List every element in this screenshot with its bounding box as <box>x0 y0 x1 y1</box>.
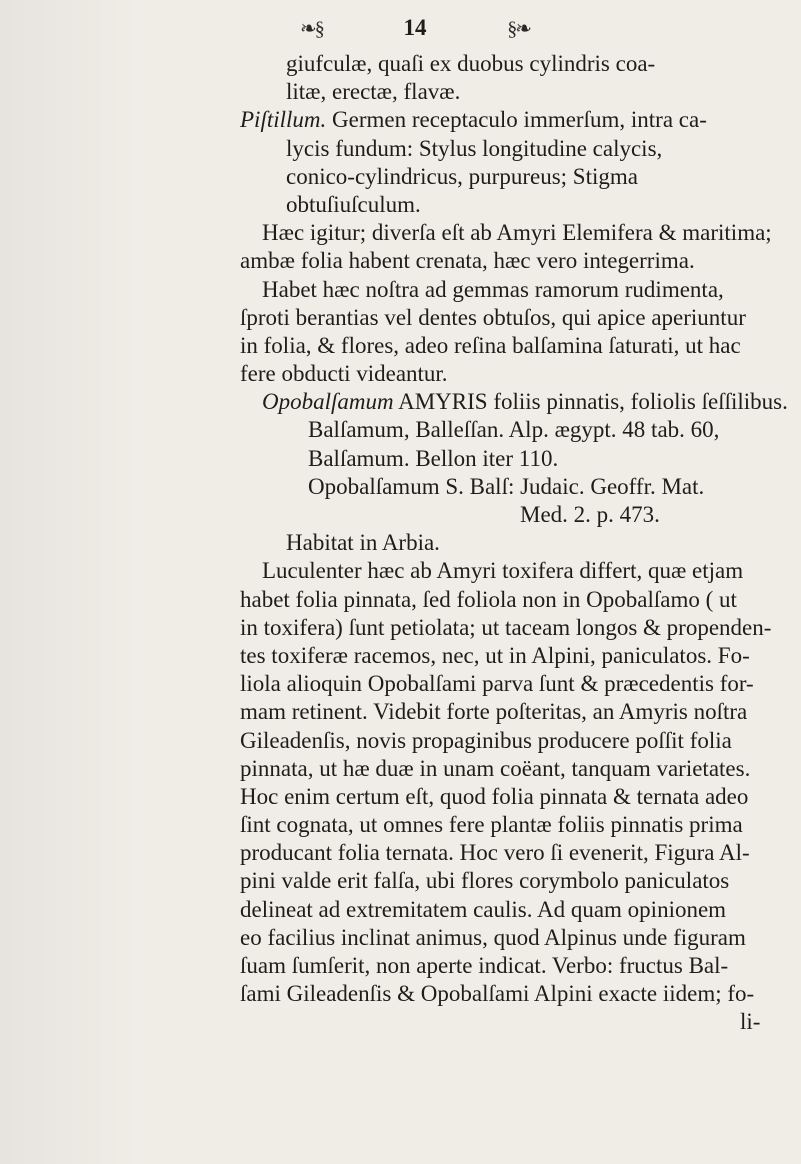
line-text: Gileadenſis, novis propaginibus producere poſſit folia <box>240 727 732 753</box>
line-text: Germen receptaculo immerſum, intra ca- <box>326 107 707 133</box>
line-text: conico-cylindricus, purpureus; Stigma <box>286 163 638 189</box>
line-text: AMYRIS foliis pinnatis, foliolis ſeſſilibus. <box>393 389 788 415</box>
line-text: ſproti berantias vel dentes obtuſos, qui apice aperiuntur <box>240 304 746 330</box>
text-line <box>240 896 770 924</box>
line-text: tes toxiferæ racemos, nec, ut in Alpini, paniculatos. Fo- <box>240 642 750 668</box>
text-line <box>240 106 770 134</box>
line-text: fere obducti videantur. <box>240 361 448 387</box>
text-line <box>240 501 770 529</box>
ornament-left: ❧§ <box>300 17 323 40</box>
line-text: obtuſiuſculum. <box>286 191 421 217</box>
line-text: in toxifera) ſunt petiolata; ut taceam longos & propenden- <box>240 614 772 640</box>
line-text: lycis fundum: Stylus longitudine calycis, <box>286 135 663 161</box>
text-line <box>240 755 770 783</box>
text-line <box>240 980 770 1008</box>
text-line <box>240 332 770 360</box>
text-line <box>240 557 770 585</box>
ornament-right: §❧ <box>507 17 530 40</box>
text-line <box>240 445 770 473</box>
line-text: Opobalſamum S. Balſ: Judaic. Geoffr. Mat. <box>308 473 705 499</box>
text-line <box>240 473 770 501</box>
text-line <box>240 163 770 191</box>
line-text: habet folia pinnata, ſed foliola non in Opobalſamo ( ut <box>240 586 737 612</box>
gutter-shadow <box>0 0 140 1164</box>
line-text: ſuam ſumſerit, non aperte indicat. Verbo: fructus Bal- <box>240 953 729 978</box>
line-text: ſami Gileadenſis & Opobalſami Alpini exacte iidem; fo- <box>240 981 755 1007</box>
section-label: Piſtillum. <box>240 107 327 133</box>
line-text: liola alioquin Opobalſami parva ſunt & præcedentis for- <box>240 671 754 697</box>
text-line <box>240 416 770 444</box>
line-text: Balſamum. Bellon iter 110. <box>308 445 559 471</box>
text-line <box>240 304 770 332</box>
line-text: delineat ad extremitatem caulis. Ad quam opinionem <box>240 896 727 922</box>
text-line <box>240 50 770 78</box>
line-text: Balſamum, Balleſſan. Alp. ægypt. 48 tab. 60, <box>308 417 720 443</box>
text-line <box>240 219 770 247</box>
text-line <box>240 952 770 980</box>
line-text: in folia, & flores, adeo reſina balſamina ſaturati, ut hac <box>240 332 741 358</box>
text-line <box>240 586 770 614</box>
line-text: pini valde erit falſa, ubi flores corymbolo paniculatos <box>240 868 730 894</box>
text-line <box>240 698 770 726</box>
line-text: Hoc enim certum eſt, quod folia pinnata & ternata adeo <box>240 783 749 809</box>
text-line <box>240 529 770 557</box>
text-line <box>240 1008 770 1036</box>
line-text: litæ, erectæ, flavæ. <box>286 79 461 105</box>
text-line <box>240 614 770 642</box>
text-line <box>240 670 770 698</box>
line-text: eo facilius inclinat animus, quod Alpinus unde figuram <box>240 924 746 950</box>
text-line <box>240 924 770 952</box>
line-text: mam retinent. Videbit forte poſteritas, an Amyris noſtra <box>240 699 748 725</box>
line-text: pinnata, ut hæ duæ in unam coëant, tanquam varietates. <box>240 755 751 781</box>
text-line <box>240 191 770 219</box>
line-text: ſint cognata, ut omnes fere plantæ foliis pinnatis prima <box>240 812 743 838</box>
line-text: producant folia ternata. Hoc vero ſi evenerit, Figura Al- <box>240 840 750 866</box>
text-line <box>240 360 770 388</box>
text-line <box>240 642 770 670</box>
line-text: ambæ folia habent crenata, hæc vero integerrima. <box>240 248 695 274</box>
text-line <box>240 867 770 895</box>
text-line <box>240 727 770 755</box>
line-text: Habet hæc noſtra ad gemmas ramorum rudimenta, <box>262 276 724 302</box>
line-text: Med. 2. p. 473. <box>520 502 660 527</box>
text-line <box>240 78 770 106</box>
page-header <box>300 8 530 48</box>
body-text <box>240 50 788 1037</box>
line-text: Hæc igitur; diverſa eſt ab Amyri Elemifera & maritima; <box>262 220 772 246</box>
text-line <box>240 247 770 275</box>
line-text: li- <box>740 1009 761 1035</box>
text-line <box>240 388 788 416</box>
line-text: Luculenter hæc ab Amyri toxifera differt, quæ etjam <box>262 558 744 584</box>
text-line <box>240 276 770 304</box>
section-label: Opobalſamum <box>262 389 394 415</box>
line-text: Habitat in Arbia. <box>286 530 440 556</box>
text-line <box>240 135 770 163</box>
line-text: giufculæ, quaſi ex duobus cylindris coa- <box>286 51 656 76</box>
text-line <box>240 839 770 867</box>
page-number: 14 <box>403 15 427 40</box>
text-line <box>240 811 770 839</box>
text-line <box>240 783 770 811</box>
